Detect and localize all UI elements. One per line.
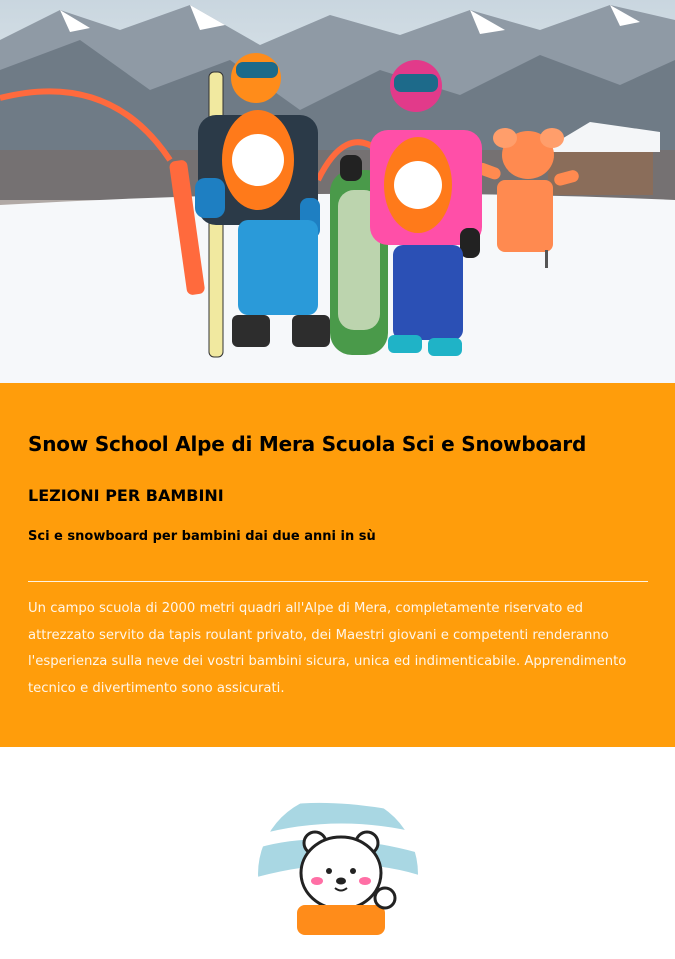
section-subtitle: LEZIONI PER BAMBINI — [28, 486, 224, 505]
polar-bear-logo-icon — [257, 793, 419, 955]
divider — [28, 581, 648, 582]
section-tagline: Sci e snowboard per bambini dai due anni in sù — [28, 529, 376, 544]
hero-illustration — [0, 0, 675, 383]
hero-photo — [0, 0, 675, 383]
section-description: Un campo scuola di 2000 metri quadri all'Alpe di Mera, completamente riservato ed attrezzato servito da tapis roulant privato, dei Maestri giovani e competenti renderanno l'esperienza sulla neve dei vostri bambini sicura, unica ed indimenticabile. Apprendimento tecnico e divertimento sono assicurati. — [28, 601, 627, 696]
page-title: Snow School Alpe di Mera Scuola Sci e Snowboard — [28, 432, 587, 456]
